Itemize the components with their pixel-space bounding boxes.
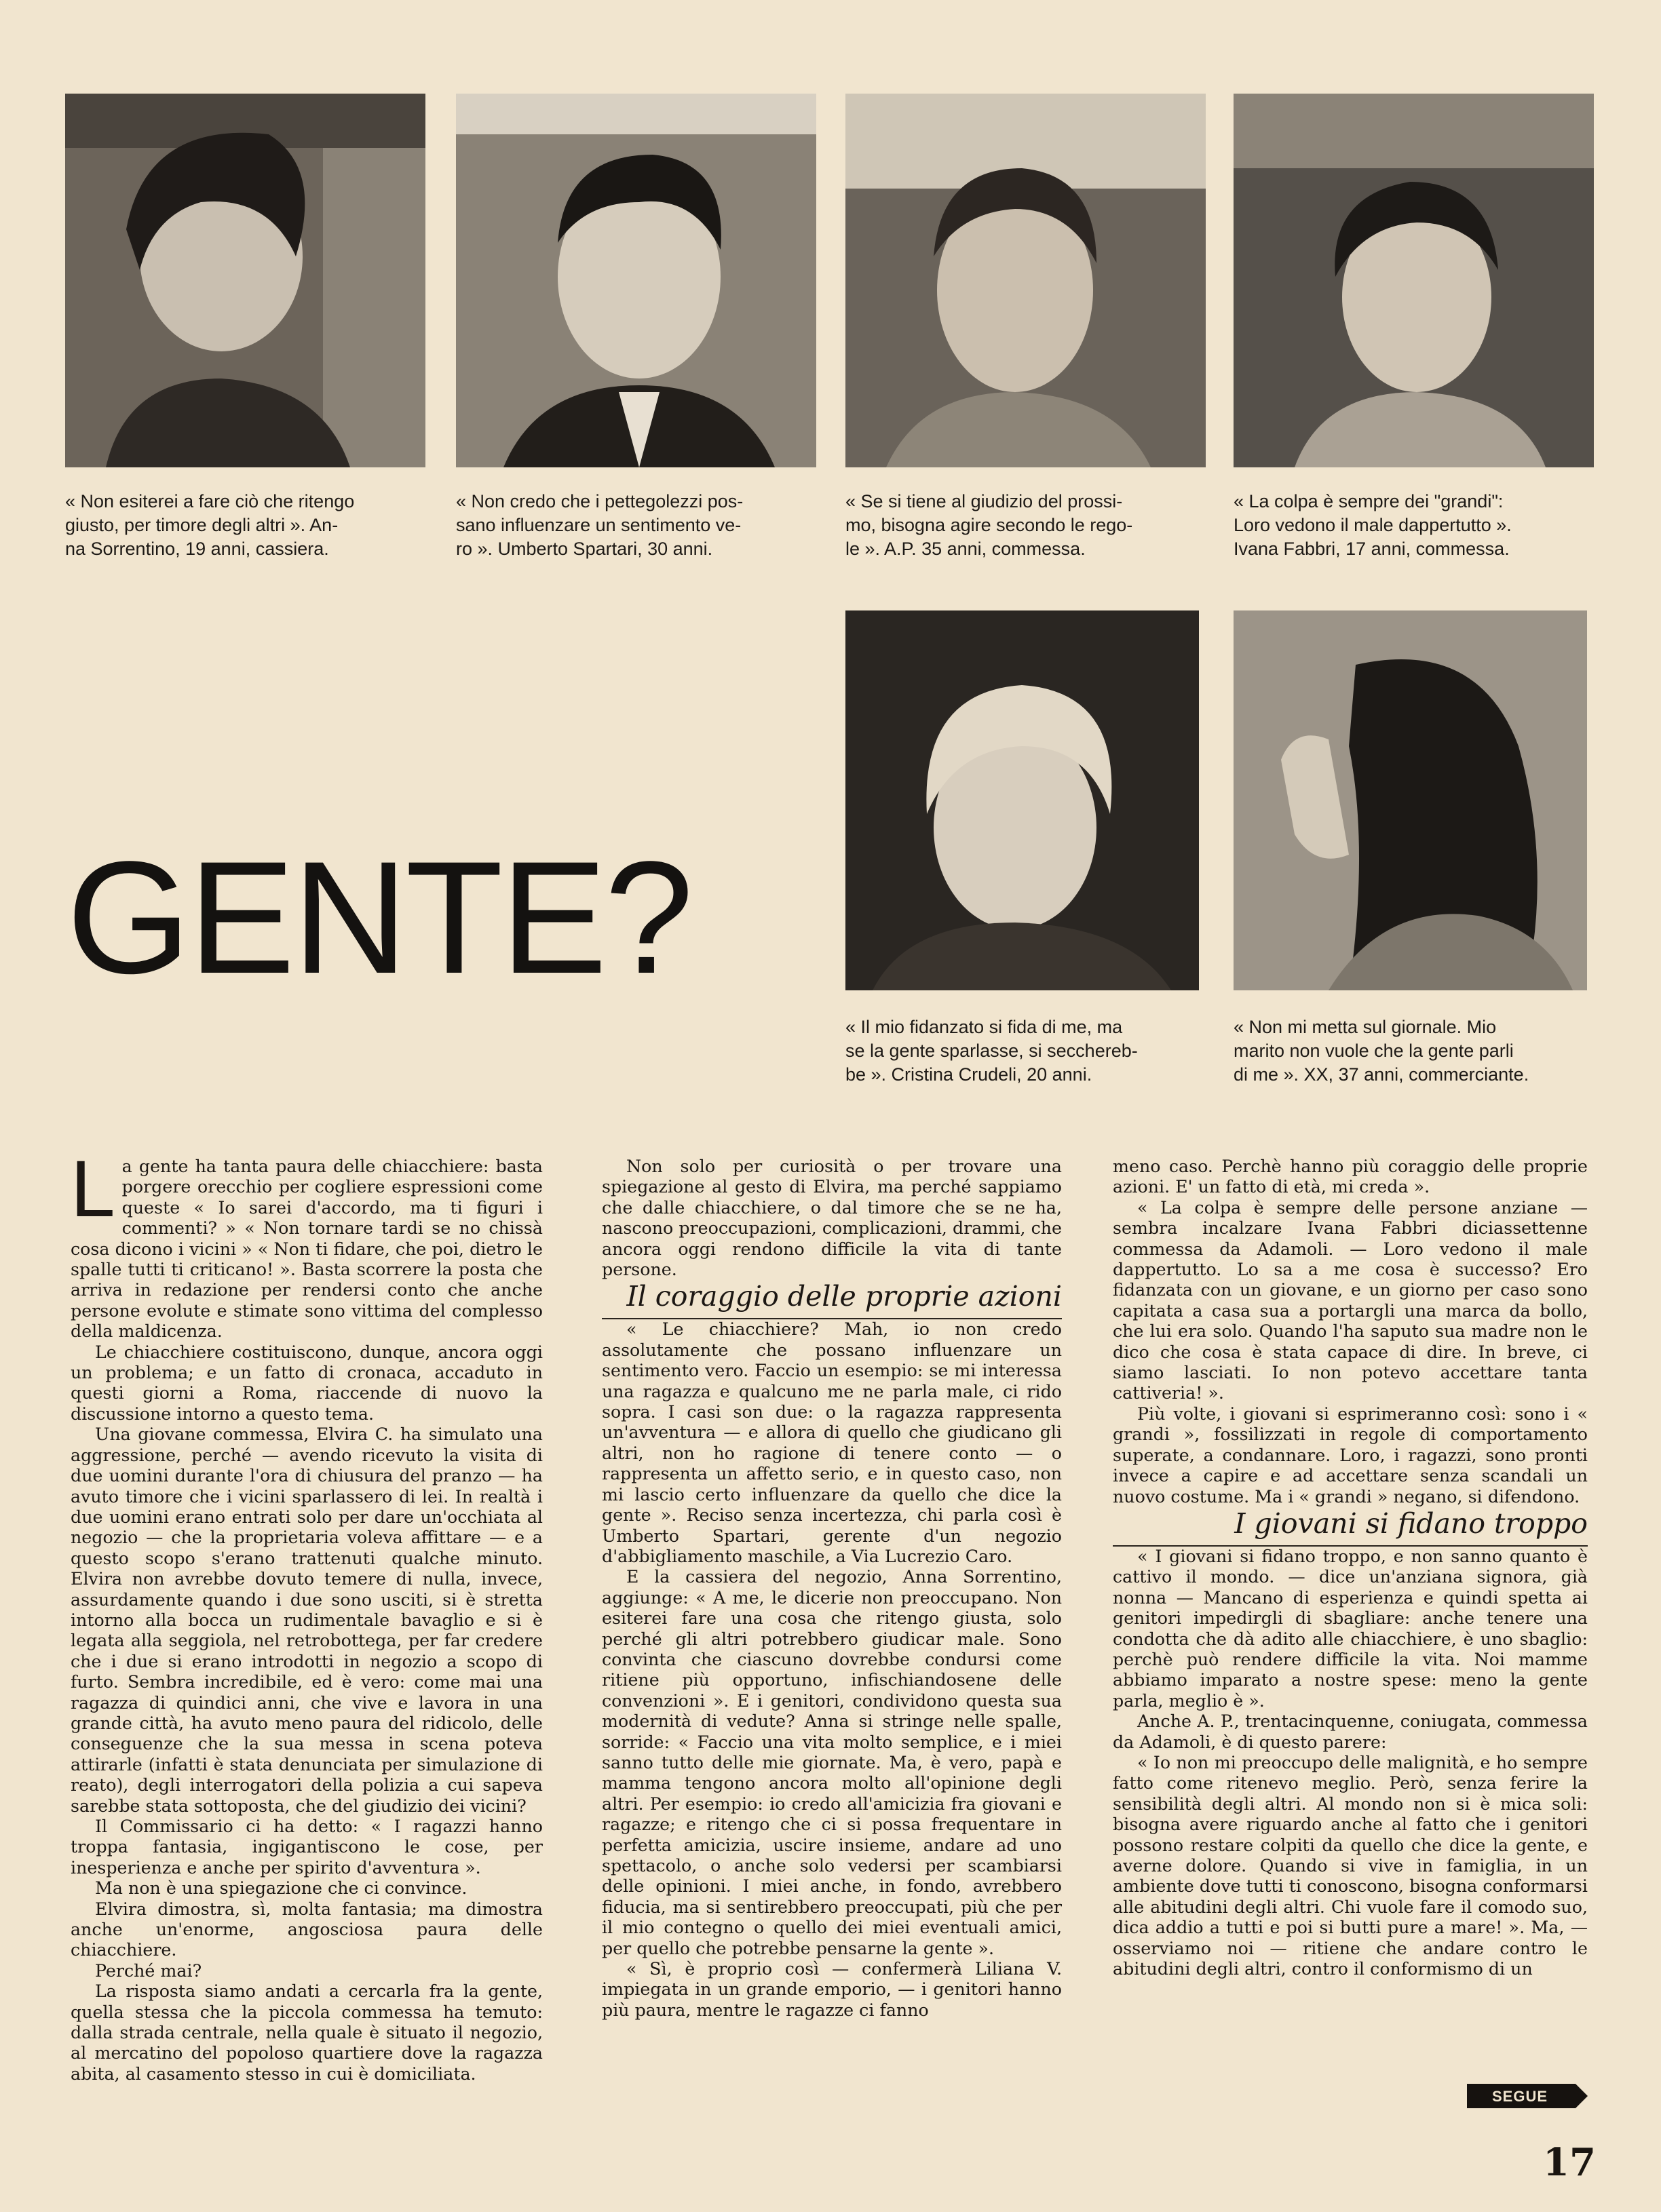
portrait-image [456,94,816,467]
article-paragraph: meno caso. Perchè hanno più coraggio delle proprie azioni. E' un fatto di età, mi creda ». [1113,1157,1588,1197]
article-paragraph: « La colpa è sempre delle persone anziane — sembra incalzare Ivana Fabbri diciassettenne commessa da Adamoli. — Loro vedono il male dappertutto. Lo sa a me cosa è successo? Ero fidanzata con un giovane, e un giorno per caso sono capitata a casa sua a portargli una marca da bollo, che lui era solo. Quando l'ha saputo sua madre non le dico che cosa è stata capace di dire. In breve, ci siamo lasciati. Io non potevo accettare tanta cattiveria! ». [1113,1197,1588,1403]
article-paragraph: « Le chiacchiere? Mah, io non credo assolutamente che possano influenzare un sentimento vero. Faccio un esempio: se mi interessa una ragazza e qualcuno me ne parla male, ci rido sopra. I casi son due: o la ragazza rappresenta un'avventura — e allora di quello che giudicano gli altri, non ho ragione di tenere conto — o rappresenta un affetto serio, e in questo caso, non mi lascio certo influenzare da quello che dice la gente ». Reciso senza incertezza, chi parla così è Umberto Spartari, gerente d'un negozio d'abbigliamento maschile, a Via Lucrezio Caro. [602,1319,1062,1566]
article-column-3 [1113,1157,1588,2059]
caption-ivana-fabbri: « La colpa è sempre dei "grandi": Loro vedono il male dappertutto ». Ivana Fabbri, 17 anni, commessa. [1234,491,1512,559]
article-paragraph: « Sì, è proprio così — confermerà Liliana V. impiegata in un grande emporio, — i genitori hanno più paura, mentre le ragazze ci fanno [602,1959,1062,2020]
caption-umberto-spartari: « Non credo che i pettegolezzi pos- sano influenzare un sentimento ve- ro ». Umberto Spartari, 30 anni. [456,491,744,559]
article-paragraph: La risposta siamo andati a cercarla fra la gente, quella stessa che la piccola commessa ha temuto: dalla strada centrale, nella quale è situato il negozio, al mercatino del popoloso quartiere dove la ragazza abita, al casamento stesso in cui è domiciliata. [71,1981,543,2084]
article-paragraph: « Io non mi preoccupo delle malignità, e ho sempre fatto come ritenevo meglio. Però, senza ferire la sensibilità degli altri. Al mondo non si è mica soli: bisogna avere riguardo anche al fatto che i genitori possono restare colpiti da quello che dice la gente, e averne dolore. Quando si vive in famiglia, in un ambiente dove tutti ti conoscono, bisogna conformarsi alle abitudini degli altri. Chi vuole fare il comodo suo, dica addio a tutti e poi si butti pure a mare! ». Ma, — osserviamo noi — ritiene che andare contro le abitudini degli altri, contro il conformismo di un [1113,1752,1588,1979]
photo-cristina-crudeli [845,610,1199,990]
article-column-1 [71,1157,543,2113]
photo-ivana-fabbri [1234,94,1594,467]
portrait-image [845,94,1206,467]
article-paragraph: Anche A. P., trentacinquenne, coniugata, commessa da Adamoli, è di questo parere: [1113,1711,1588,1752]
portrait-image [1234,94,1594,467]
article-paragraph: « I giovani si fidano troppo, e non sanno quanto è cattivo il mondo. — dice un'anziana signora, già nonna — Mancano di esperienza e quindi spetta ai genitori impedirgli di sbagliare: anche tenere una condotta che dà adito alle chiacchiere, è uno sbaglio: perchè può rendere difficile la vita. Noi mamme abbiamo imparato a nostre spese: meno la gente parla, meglio è ». [1113,1546,1588,1711]
photo-umberto-spartari [456,94,816,467]
article-paragraph: Non solo per curiosità o per trovare una spiegazione al gesto di Elvira, ma perché sappiamo che dalle chiacchiere, o dal timore che se ne ha, nascono preoccupazioni, complicazioni, drammi, che ancora oggi rendono difficile la vita di tante persone. [602,1157,1062,1280]
article-paragraph: Il Commissario ci ha detto: « I ragazzi hanno troppa fantasia, ingigantiscono le cose, per inesperienza e anche per spirito d'avventura ». [71,1817,543,1878]
photo-anna-sorrentino [65,94,425,467]
article-paragraph: Una giovane commessa, Elvira C. ha simulato una aggressione, perché — avendo ricevuto la visita di due uomini durante l'ora di chiusura del pranzo — ha avuto timore che i vicini sparlassero di lei. In realtà i due uomini erano entrati solo per dare un'occhiata al negozio — che la proprietaria voleva affittare — e a questo scopo s'erano trattenuti qualche minuto. Elvira non avrebbe dovuto temere di nulla, invece, assurdamente quando i due sono usciti, si è stretta intorno alla bocca un rudimentale bavaglio e si è legata alla seggiola, nel retrobottega, per far credere che i due si erano introdotti in negozio a scopo di furto. Sembra incredibile, ed è vero: come mai una ragazza di quindici anni, che vive e lavora in una grande città, ha avuto meno paura del ridicolo, delle conseguenze che la sua messa in scena poteva attirarle (infatti è stata denunciata per simulazione di reato), degli interrogatori della polizia a cui sapeva sarebbe stata sottoposta, che del giudizio dei vicini? [71,1424,543,1816]
article-paragraph: Elvira dimostra, sì, molta fantasia; ma dimostra anche un'enorme, angosciosa paura delle chiacchiere. [71,1899,543,1960]
caption-anna-sorrentino: « Non esiterei a fare ciò che ritengo giusto, per timore degli altri ». An- na Sorrentino, 19 anni, cassiera. [65,491,355,559]
caption-xx: « Non mi metta sul giornale. Mio marito non vuole che la gente parli di me ». XX, 37 anni, commerciante. [1234,1017,1529,1085]
caption-ap: « Se si tiene al giudizio del prossi- mo, bisogna agire secondo le rego- le ». A.P. 35 anni, commessa. [845,491,1133,559]
portrait-image [845,610,1199,990]
article-paragraph: Perché mai? [95,1960,202,1981]
page-number: 17 [1543,2140,1596,2185]
article-paragraph: La gente ha tanta paura delle chiacchiere: basta porgere orecchio per cogliere espressioni come queste « Io sarei d'accordo, ma ti figuri i commenti? » « Non tornare tardi se no chissà cosa dicono i vicini » « Non ti fidare, che poi, dietro le spalle tutti ti criticano! ». Basta scorrere la posta che arriva in redazione per rendersi conto che anche persone evolute e stimate sono vittima del complesso della maldicenza. [71,1157,543,1342]
photo-xx [1234,610,1587,990]
headline: GENTE? [66,828,691,1007]
article-paragraph: Ma non è una spiegazione che ci convince. [95,1878,467,1899]
photo-ap [845,94,1206,467]
article-column-2 [602,1157,1062,2113]
subhead-giovani: I giovani si fidano troppo [1113,1507,1588,1547]
segue-arrow[interactable] [1467,2082,1589,2110]
subhead-coraggio: Il coraggio delle proprie azioni [602,1280,1062,1319]
caption-cristina-crudeli: « Il mio fidanzato si fida di me, ma se la gente sparlasse, si secchereb- be ». Cristina Crudeli, 20 anni. [845,1017,1138,1085]
article-paragraph: E la cassiera del negozio, Anna Sorrentino, aggiunge: « A me, le dicerie non preoccupano. Non esiterei fare una cosa che ritengo giusta, solo perché gli altri potrebbero giudicar male. Sono convinta che ciascuno dovrebbe condursi come ritiene più opportuno, infischiandosene delle convenzioni ». E i genitori, condividono questa sua modernità di vedute? Anna si stringe nelle spalle, sorride: « Faccio una vita molto semplice, e i miei sanno tutto delle mie giornate. Ma, è vero, papà e mamma tengono ancora molto all'opinione degli altri. Per esempio: io credo all'amicizia fra giovani e ragazze; e ritengo che ci si possa frequentare in perfetta amicizia, uscire insieme, andare ad uno spettacolo, o anche solo vedersi per scambiarsi delle opinioni. I miei anche, in fondo, avrebbero fiducia, ma si sentirebbero preoccupati, più che per il mio contegno o quello dei miei eventuali amici, per quello che potrebbe pensarne la gente ». [602,1567,1062,1958]
article-paragraph: Più volte, i giovani si esprimeranno così: sono i « grandi », fossilizzati in regole di comportamento superate, a condannare. Loro, i ragazzi, sono pronti invece a capire e ad accettare senza scandali un nuovo costume. Ma i « grandi » negano, si difendono. [1113,1403,1588,1507]
drop-cap: L [71,1157,115,1234]
portrait-image [1234,610,1587,990]
article-paragraph: Le chiacchiere costituiscono, dunque, ancora oggi un problema; e un fatto di cronaca, accaduto in questi giorni a Roma, riaccende di nuovo la discussione intorno a questo tema. [71,1342,543,1424]
portrait-image [65,94,425,467]
segue-label: SEGUE [1491,2088,1548,2105]
